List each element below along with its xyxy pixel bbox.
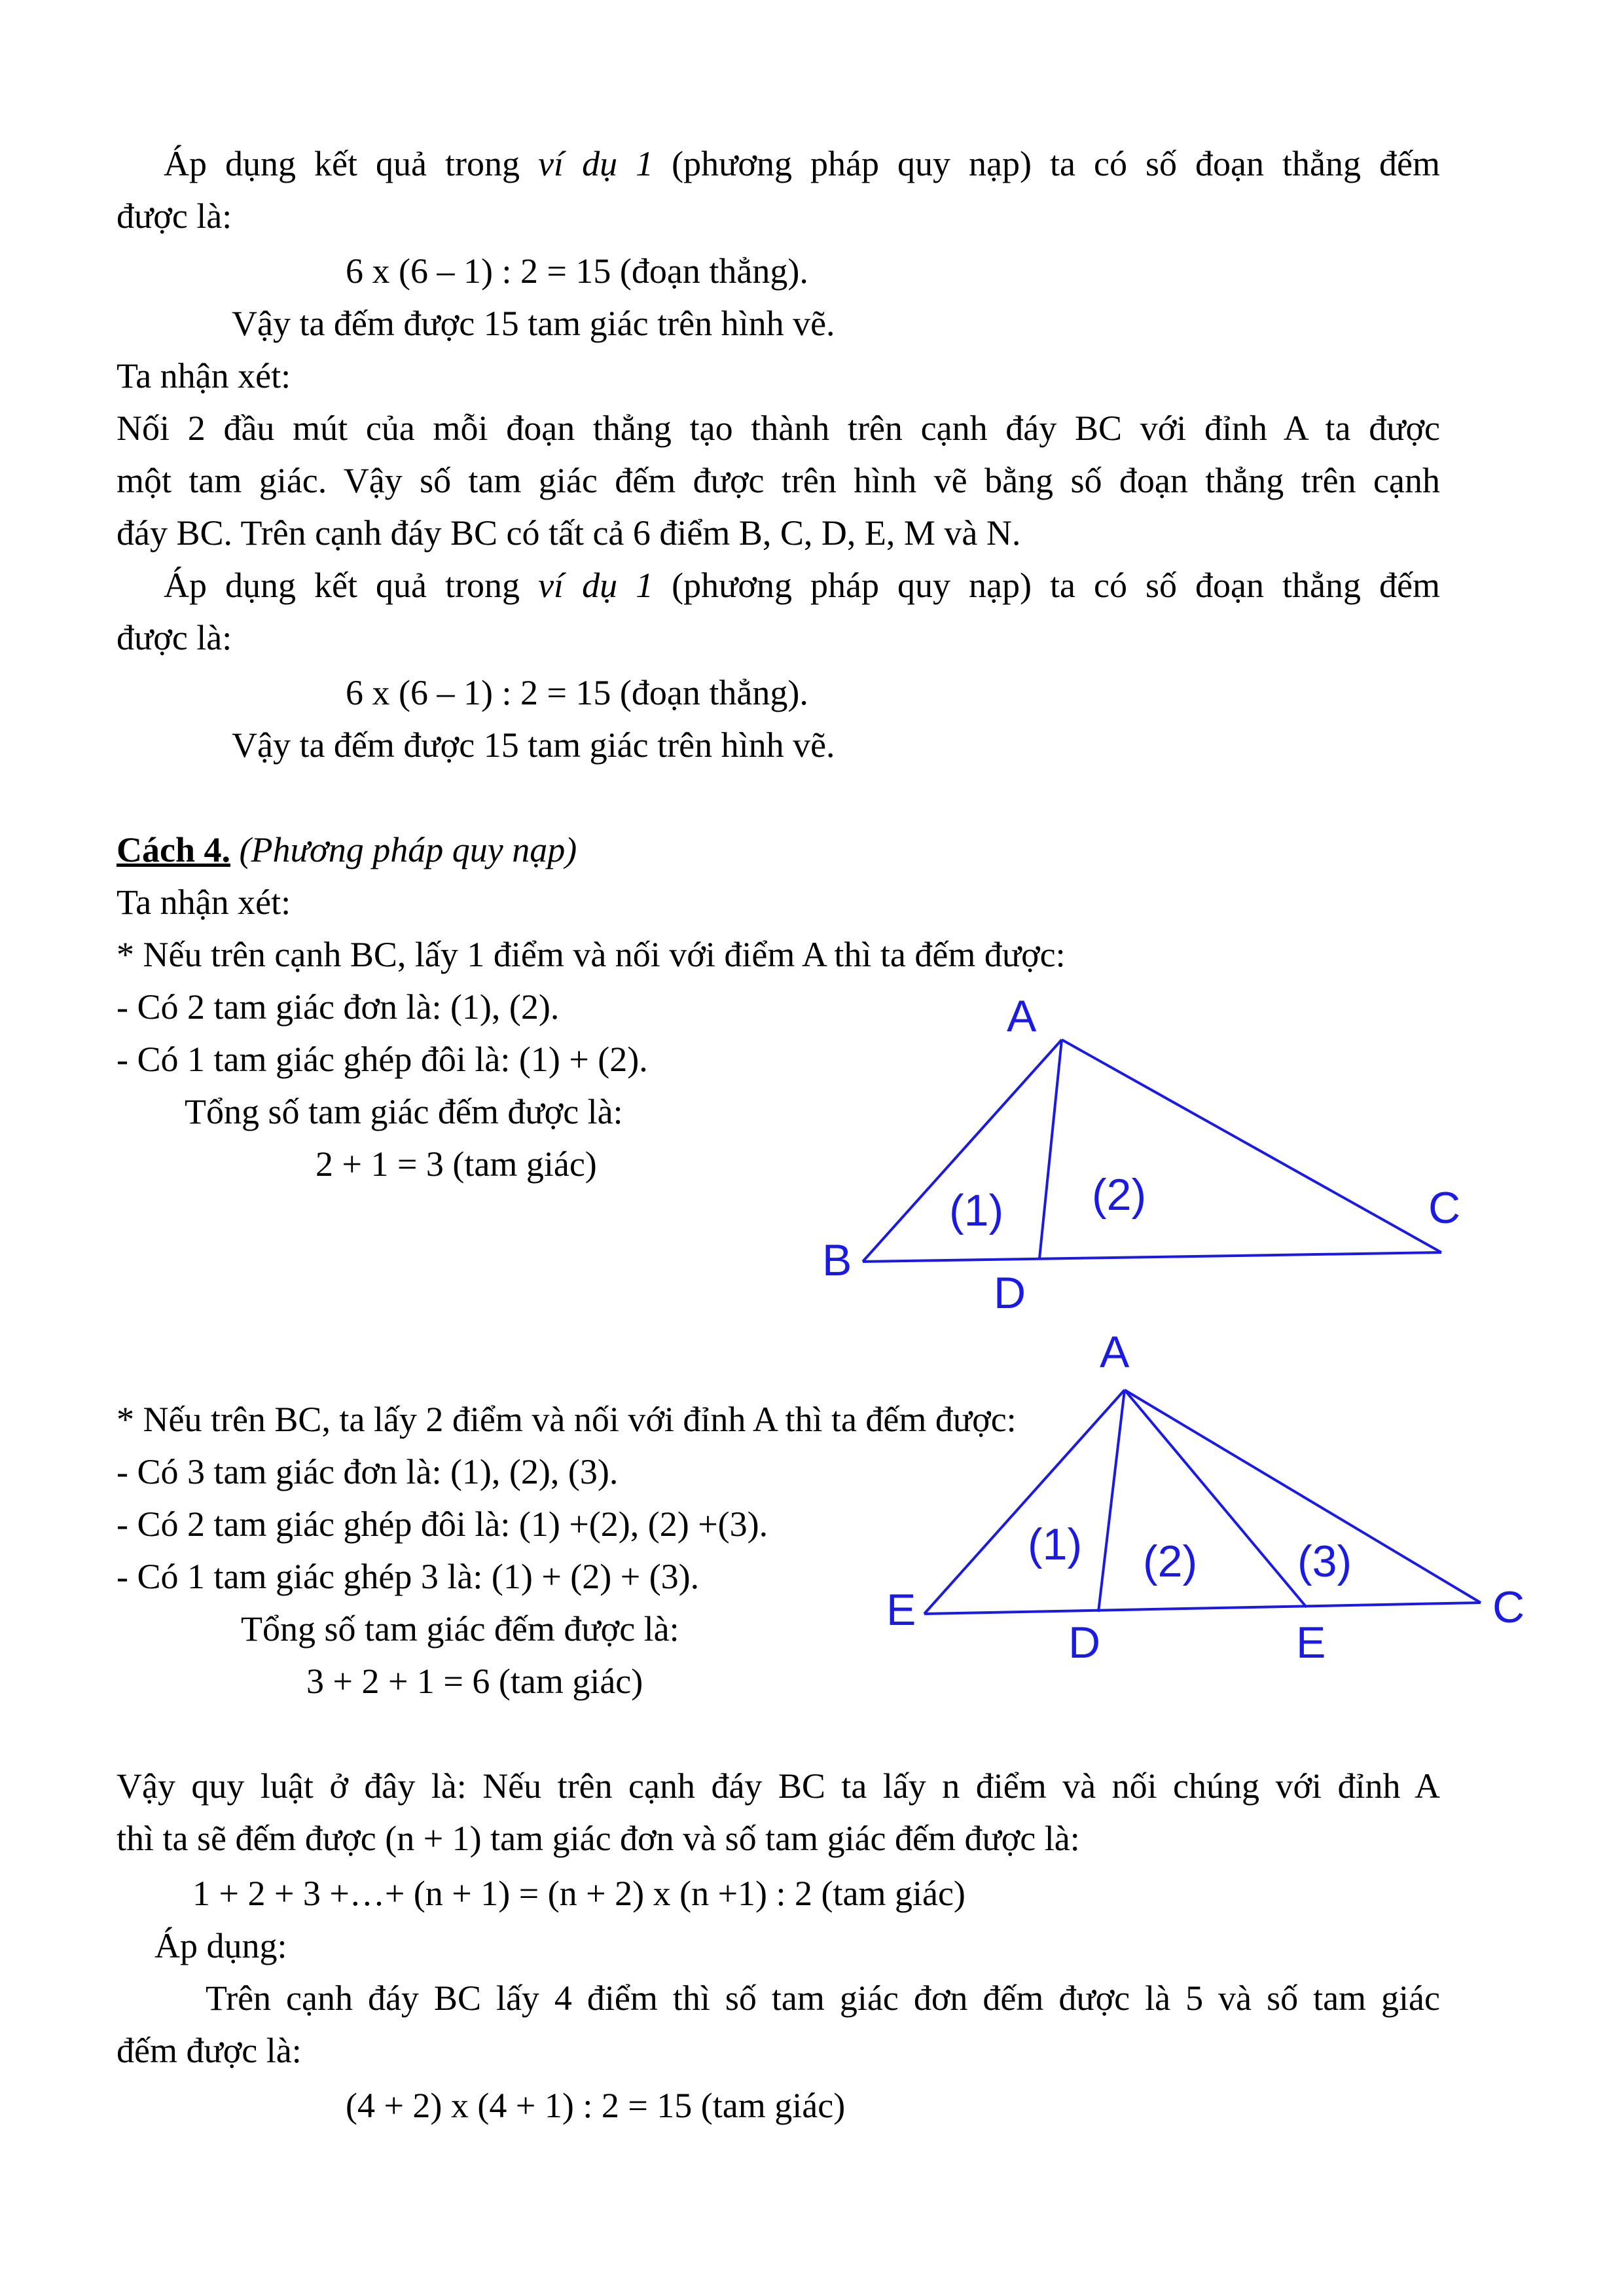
case1-line3: - Có 1 tam giác ghép đôi là: (1) + (2).: [117, 1040, 648, 1079]
cach4-heading-line: [117, 828, 577, 871]
para1-line2: được là:: [117, 196, 232, 236]
apply-formula: (4 + 2) x (4 + 1) : 2 = 15 (tam giác): [346, 2086, 846, 2125]
fig2-edge-ac: [1125, 1390, 1481, 1603]
case2-line5: Tổng số tam giác đếm được là:: [241, 1609, 679, 1649]
apply-line1-text: Trên cạnh đáy BC lấy 4 điểm thì số tam giác đơn đếm được là 5 và số tam giác: [206, 1978, 1440, 2018]
para1-formula: 6 x (6 – 1) : 2 = 15 (đoạn thẳng).: [346, 251, 808, 291]
fig2-region-3: (3): [1297, 1537, 1352, 1586]
cach4-intro: Ta nhận xét:: [117, 883, 291, 922]
para2-line2: một tam giác. Vậy số tam giác đếm được trên hình vẽ bằng số đoạn thẳng trên cạnh: [117, 461, 1440, 500]
case1-line4: Tổng số tam giác đếm được là:: [185, 1092, 623, 1131]
para1-line1: [117, 142, 1440, 185]
case2-line3: - Có 2 tam giác ghép đôi là: (1) +(2), (2) +(3).: [117, 1504, 768, 1544]
para3-line1-italic: ví dụ 1: [538, 566, 654, 605]
case1-line1: * Nếu trên cạnh BC, lấy 1 điểm và nối với điểm A thì ta đếm được:: [117, 935, 1066, 974]
fig1-region-2: (2): [1092, 1170, 1147, 1220]
case1-line5: 2 + 1 = 3 (tam giác): [316, 1144, 597, 1184]
para3-conclusion: Vậy ta đếm được 15 tam giác trên hình vẽ.: [232, 725, 835, 765]
para3-line1-c: (phương pháp quy nạp) ta có số đoạn thẳng đếm: [653, 566, 1440, 605]
para3-line1-a: Áp dụng kết quả trong: [164, 566, 539, 605]
para1-line1-a: Áp dụng kết quả trong: [164, 144, 539, 183]
para1-conclusion: Vậy ta đếm được 15 tam giác trên hình vẽ.: [232, 304, 835, 343]
para2-line3: đáy BC. Trên cạnh đáy BC có tất cả 6 điểm B, C, D, E, M và N.: [117, 513, 1021, 553]
fig2-region-2: (2): [1143, 1537, 1198, 1586]
fig1-label-d: D: [994, 1268, 1026, 1318]
fig1-region-1: (1): [949, 1186, 1004, 1235]
case2-line4: - Có 1 tam giác ghép 3 là: (1) + (2) + (3).: [117, 1557, 700, 1596]
fig2-label-a: A: [1100, 1327, 1130, 1377]
para3-formula: 6 x (6 – 1) : 2 = 15 (đoạn thẳng).: [346, 673, 808, 712]
para1-line1-c: (phương pháp quy nạp) ta có số đoạn thẳng đếm: [653, 144, 1440, 183]
fig2-edge-ae: [1125, 1390, 1307, 1607]
case2-line6: 3 + 2 + 1 = 6 (tam giác): [306, 1662, 643, 1701]
fig1-label-c: C: [1428, 1183, 1461, 1233]
para1-line1-italic: ví dụ 1: [538, 144, 654, 183]
cach4-heading: Cách 4.: [117, 830, 230, 869]
apply-heading: Áp dụng:: [154, 1926, 287, 1965]
case2-line1: * Nếu trên BC, ta lấy 2 điểm và nối với đỉnh A thì ta đếm được:: [117, 1400, 1017, 1439]
fig1-edge-bc: [863, 1252, 1441, 1262]
apply-line1: [117, 1977, 1440, 2020]
fig1-edge-ab: [863, 1040, 1062, 1262]
cach4-heading-note: (Phương pháp quy nạp): [239, 830, 577, 869]
para2-line1: Nối 2 đầu mút của mỗi đoạn thẳng tạo thành trên cạnh đáy BC với đỉnh A ta được: [117, 409, 1440, 448]
fig1-edge-ad: [1039, 1040, 1062, 1258]
rule-line1: Vậy quy luật ở đây là: Nếu trên cạnh đáy BC ta lấy n điểm và nối chúng với đỉnh A: [117, 1766, 1440, 1806]
fig2-label-b: E: [886, 1585, 916, 1635]
fig2-region-1: (1): [1028, 1520, 1083, 1569]
fig2-edge-ad: [1098, 1390, 1125, 1612]
case2-line2: - Có 3 tam giác đơn là: (1), (2), (3).: [117, 1452, 619, 1491]
para3-line2: được là:: [117, 618, 232, 657]
fig2-edge-bc: [924, 1603, 1481, 1614]
fig1-label-b: B: [822, 1235, 852, 1285]
para2-intro: Ta nhận xét:: [117, 356, 291, 395]
apply-line2: đếm được là:: [117, 2031, 302, 2070]
rule-line2: thì ta sẽ đếm được (n + 1) tam giác đơn và số tam giác đếm được là:: [117, 1819, 1080, 1858]
fig2-label-c: C: [1492, 1582, 1525, 1632]
fig1-edge-ac: [1062, 1040, 1441, 1252]
para3-line1: [117, 564, 1440, 607]
fig1-label-a: A: [1007, 991, 1037, 1041]
fig2-label-d: D: [1068, 1618, 1101, 1667]
fig2-label-e: E: [1296, 1618, 1326, 1667]
rule-formula: 1 + 2 + 3 +…+ (n + 1) = (n + 2) x (n +1) : 2 (tam giác): [192, 1874, 965, 1913]
case1-line2: - Có 2 tam giác đơn là: (1), (2).: [117, 987, 560, 1027]
